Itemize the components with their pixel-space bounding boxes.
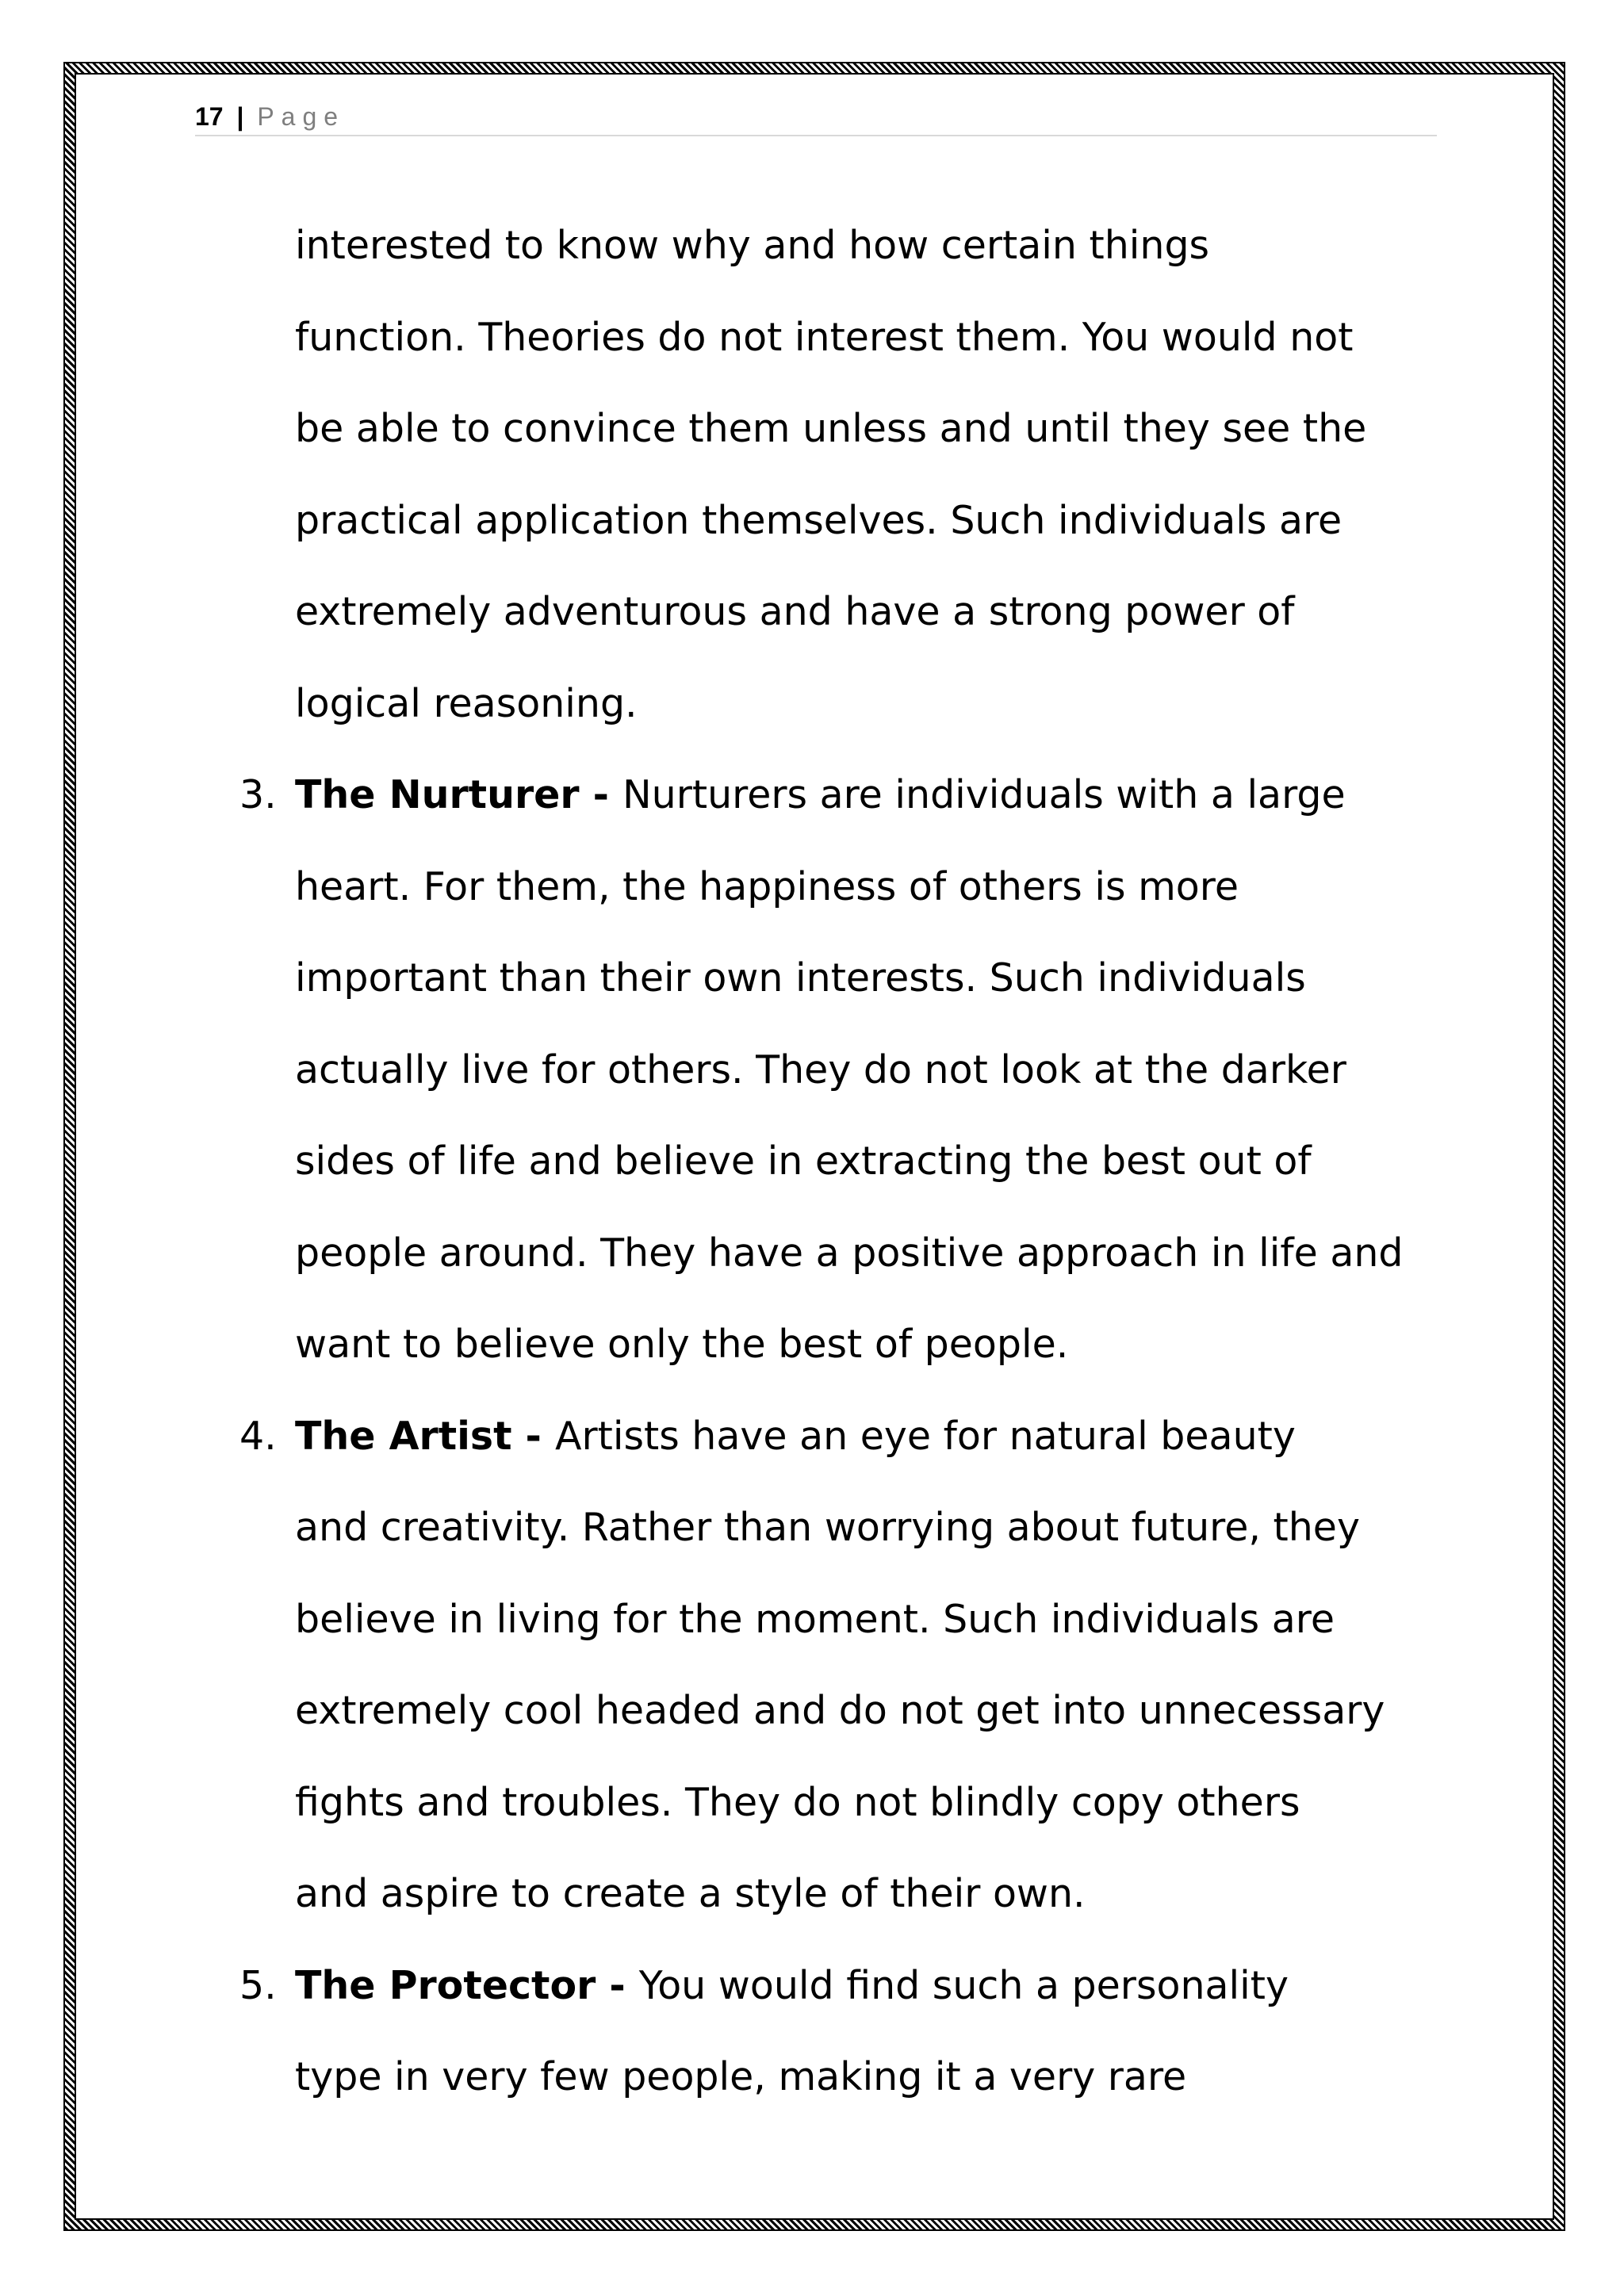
list-item-text: Nurturers are individuals with a large (622, 772, 1346, 817)
list-item-dash: - (511, 1413, 555, 1459)
text-line: interested to know why and how certain things (295, 223, 1210, 268)
text-line: extremely adventurous and have a strong power of (295, 589, 1295, 634)
text-line: want to believe only the best of people. (295, 1322, 1069, 1367)
page-label: Page (257, 102, 346, 131)
text-line: sides of life and believe in extracting the best out of (295, 1138, 1312, 1184)
list-item-term: The Nurturer (295, 772, 580, 817)
list-item-artist (239, 1391, 1461, 1483)
text-line: and aspire to create a style of their own. (295, 1871, 1086, 1916)
text-line: fights and troubles. They do not blindly copy others (295, 1779, 1300, 1825)
list-item-number: 5. (239, 1962, 277, 2008)
text-line: logical reasoning. (295, 680, 638, 726)
text-line: heart. For them, the happiness of others is more (295, 863, 1239, 909)
text-line: be able to convince them unless and until they see the (295, 406, 1367, 451)
text-line: people around. They have a positive approach in life and (295, 1230, 1404, 1276)
list-item-dash: - (596, 1962, 639, 2008)
text-line: believe in living for the moment. Such individuals are (295, 1596, 1335, 1642)
text-line: type in very few people, making it a very rare (295, 2054, 1187, 2099)
text-line: extremely cool headed and do not get into unnecessary (295, 1688, 1385, 1733)
list-item-number: 4. (239, 1413, 277, 1459)
list-item-term: The Protector (295, 1962, 596, 2008)
text-line: actually live for others. They do not look at the darker (295, 1047, 1346, 1093)
page-number: 17 (195, 102, 224, 131)
list-item-text: You would find such a personality (638, 1962, 1289, 2008)
list-item-protector (239, 1940, 1461, 2032)
body-text (239, 200, 1461, 2123)
list-item-text: Artists have an eye for natural beauty (554, 1413, 1296, 1459)
text-line: function. Theories do not interest them. You would not (295, 314, 1354, 360)
page-header (195, 98, 1437, 136)
list-item-dash: - (579, 772, 622, 817)
text-line: practical application themselves. Such individuals are (295, 497, 1342, 543)
list-item-term: The Artist (295, 1413, 512, 1459)
header-separator: | (236, 102, 244, 131)
list-item-number: 3. (239, 772, 277, 817)
text-line: important than their own interests. Such individuals (295, 955, 1306, 1001)
text-line: and creativity. Rather than worrying about future, they (295, 1505, 1360, 1550)
list-item-nurturer (239, 749, 1461, 841)
